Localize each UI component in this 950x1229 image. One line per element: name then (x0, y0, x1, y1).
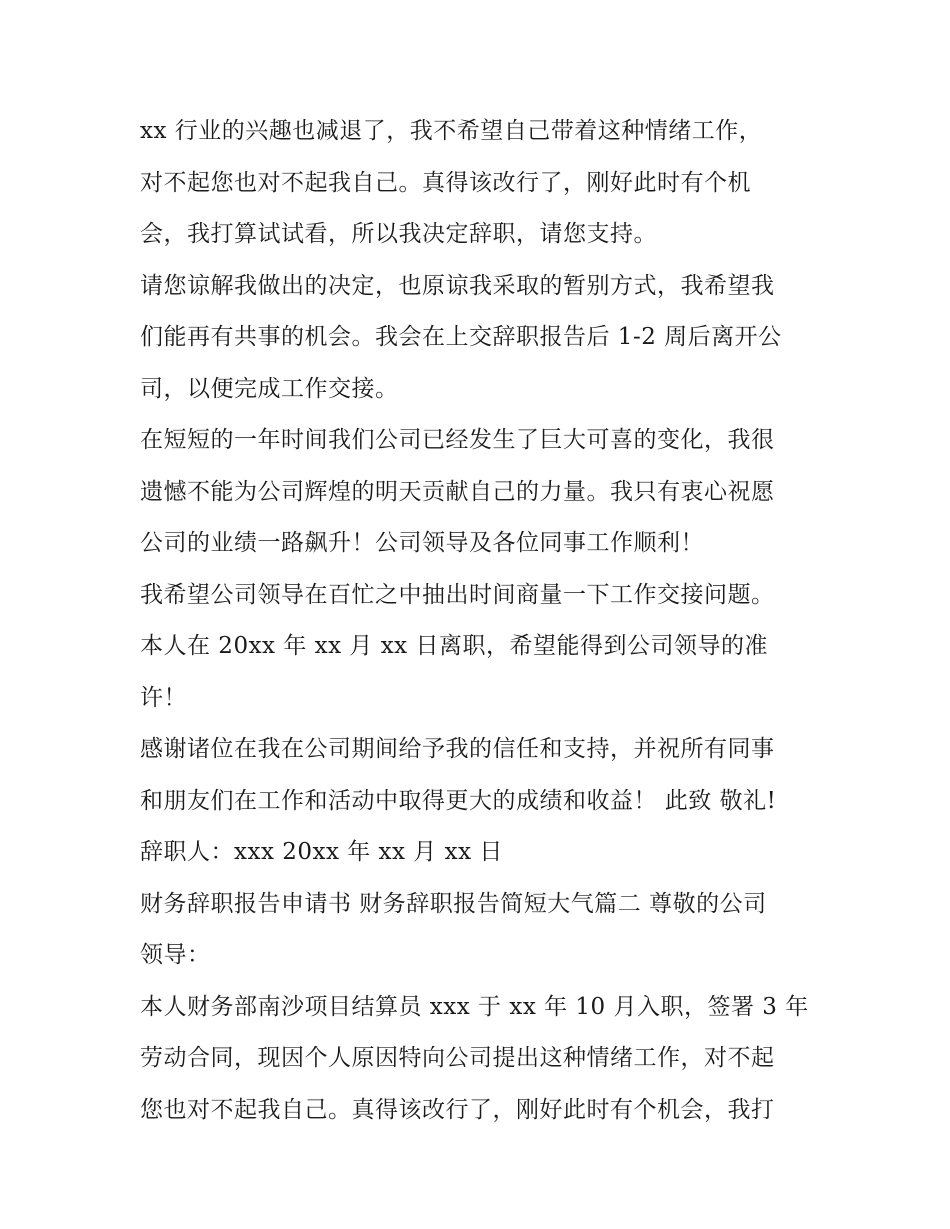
text-line: 本人财务部南沙项目结算员 xxx 于 xx 年 10 月入职，签署 3 年 (140, 993, 809, 1020)
text-line: 司，以便完成工作交接。 (140, 375, 399, 402)
document-body (140, 106, 830, 1136)
text-line: 会，我打算试试看，所以我决定辞职，请您支持。 (140, 221, 657, 247)
text-line: 在短短的一年时间我们公司已经发生了巨大可喜的变化，我很 (140, 427, 775, 453)
text-line: 和朋友们在工作和活动中取得更大的成绩和收益！ 此致 敬礼! (140, 787, 777, 814)
text-line: 财务辞职报告申请书 财务辞职报告简短大气篇二 尊敬的公司 (140, 890, 767, 917)
text-line: 请您谅解我做出的决定，也原谅我采取的暂别方式，我希望我 (140, 272, 775, 299)
text-line: 公司的业绩一路飙升！公司领导及各位同事工作顺利！ (140, 530, 704, 556)
text-line: 本人在 20xx 年 xx 月 xx 日离职，希望能得到公司领导的准 (140, 633, 768, 659)
text-line: 们能再有共事的机会。我会在上交辞职报告后 1-2 周后离开公 (140, 324, 782, 350)
text-line: 您也对不起我自己。真得该改行了，刚好此时有个机会，我打 (140, 1096, 775, 1123)
text-line: 劳动合同，现因个人原因特向公司提出这种情绪工作，对不起 (140, 1045, 775, 1071)
text-line: 我希望公司领导在百忙之中抽出时间商量一下工作交接问题。 (140, 581, 775, 608)
text-line: 辞职人：xxx 20xx 年 xx 月 xx 日 (140, 839, 503, 865)
text-line: 感谢诸位在我在公司期间给予我的信任和支持，并祝所有同事 (140, 736, 775, 762)
text-line: 领导： (140, 942, 211, 968)
text-line: 许！ (140, 684, 187, 711)
text-line: xx 行业的兴趣也减退了，我不希望自己带着这种情绪工作， (140, 118, 763, 144)
text-line: 遗憾不能为公司辉煌的明天贡献自己的力量。我只有衷心祝愿 (140, 478, 775, 505)
text-line: 对不起您也对不起我自己。真得该改行了，刚好此时有个机 (140, 169, 751, 196)
